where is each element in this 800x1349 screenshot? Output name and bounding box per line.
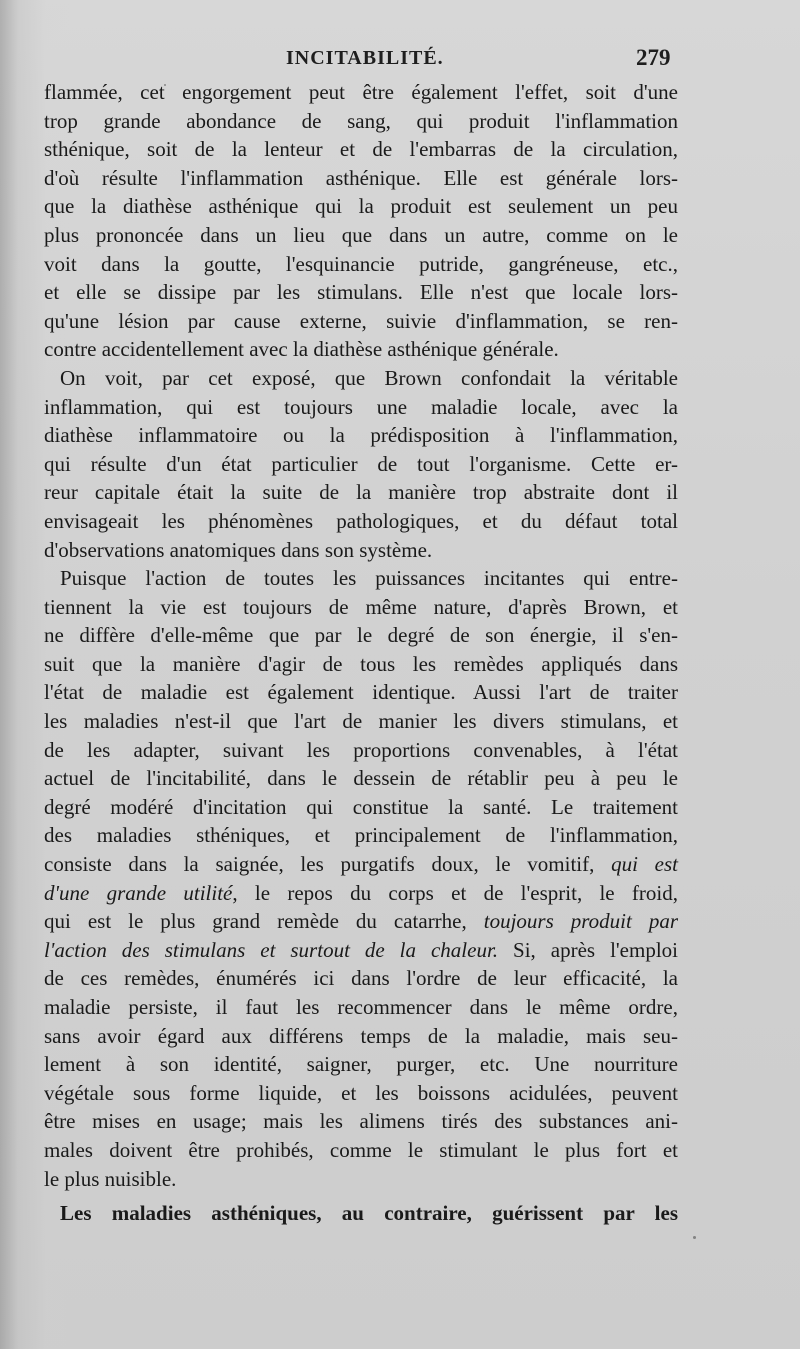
text-line: plus prononcée dans un lieu que dans un autre, comme on le [44,222,678,247]
text-run: consiste dans la saignée, les purgatifs doux, le vomitif, [44,852,612,877]
text-line: reur capitale était la suite de la manière trop abstraite dont il [44,480,678,505]
text-line: On voit, par cet exposé, que Brown confondait la véritable [60,365,678,390]
text-line: de ces remèdes, énumérés ici dans l'ordre de leur efficacité, la [44,966,678,991]
text-line: d'observations anatomiques dans son système. [44,537,433,562]
text-line: degré modéré d'incitation qui constitue la santé. Le traitement [44,794,678,819]
paragraph [44,1199,678,1228]
text-line [44,907,678,936]
text-line: males doivent être prohibés, comme le stimulant le plus fort et [44,1137,678,1162]
body-text [44,78,678,1228]
text-line: les maladies n'est-il que l'art de manier les divers stimulans, et [44,709,678,734]
paragraph [44,364,678,564]
text-line [44,879,678,908]
text-line: inflammation, qui est toujours une maladie locale, avec la [44,394,678,419]
text-run: Si, après l'emploi [498,937,679,962]
text-line: de les adapter, suivant les proportions convenables, à l'état [44,737,678,762]
italic-run: l'action des stimulans et surtout de la chaleur. [44,937,499,962]
text-line: voit dans la goutte, l'esquinancie putride, gangréneuse, etc., [44,251,678,276]
text-line: suit que la manière d'agir de tous les remèdes appliqués dans [44,651,678,676]
paper-speck [693,1236,696,1239]
text-line: qu'une lésion par cause externe, suivie d'inflammation, se ren- [44,308,678,333]
running-title: INCITABILITÉ. [286,47,444,69]
italic-run: toujours produit par [483,909,678,934]
text-run: , le repos du corps et de l'esprit, le froid, [232,880,678,905]
text-line: trop grande abondance de sang, qui produit l'inflammation [44,108,678,133]
text-line: envisageait les phénomènes pathologiques, et du défaut total [44,508,678,533]
text-line: sans avoir égard aux différens temps de la maladie, mais seu- [44,1023,678,1048]
paragraph [44,564,678,1193]
text-line: le plus nuisible. [44,1166,177,1191]
text-line: végétale sous forme liquide, et les boissons acidulées, peuvent [44,1080,678,1105]
text-line: actuel de l'incitabilité, dans le dessein de rétablir peu à peu le [44,766,678,791]
text-line: l'état de maladie est également identique. Aussi l'art de traiter [44,680,678,705]
text-line: ne diffère d'elle-même que par le degré de son énergie, il s'en- [44,623,678,648]
page-number: 279 [636,45,671,70]
text-line: des maladies sthéniques, et principalement de l'inflammation, [44,823,678,848]
text-line: tiennent la vie est toujours de même nature, d'après Brown, et [44,594,678,619]
paragraph [44,78,678,364]
text-line: et elle se dissipe par les stimulans. Elle n'est que locale lors- [44,280,678,305]
text-line [44,850,678,879]
text-run: qui est le plus grand remède du catarrhe, [44,909,484,934]
italic-run: d'une grande utilité [44,880,233,905]
text-line: d'où résulte l'inflammation asthénique. Elle est générale lors- [44,165,678,190]
text-line: diathèse inflammatoire ou la prédisposition à l'inflammation, [44,423,678,448]
page-header [0,47,800,77]
text-line: sthénique, soit de la lenteur et de l'embarras de la circulation, [44,137,678,162]
text-line: lement à son identité, saigner, purger, etc. Une nourriture [44,1052,678,1077]
text-line: flammée, cet engorgement peut être également l'effet, soit d'une [44,80,678,104]
text-line [44,936,678,965]
text-line: que la diathèse asthénique qui la produit est seulement un peu [44,194,678,219]
text-line: qui résulte d'un état particulier de tout l'organisme. Cette er- [44,451,678,476]
italic-run: qui est [611,852,678,877]
text-line: contre accidentellement avec la diathèse asthénique générale. [44,337,559,362]
text-line: être mises en usage; mais les alimens tirés des substances ani- [44,1109,678,1134]
paper-speck [164,84,166,86]
text-line: maladie persiste, il faut les recommencer dans le même ordre, [44,995,678,1019]
text-line: Puisque l'action de toutes les puissances incitantes qui entre- [60,566,678,591]
text-line: Les maladies asthéniques, au contraire, guérissent par les [60,1201,678,1226]
